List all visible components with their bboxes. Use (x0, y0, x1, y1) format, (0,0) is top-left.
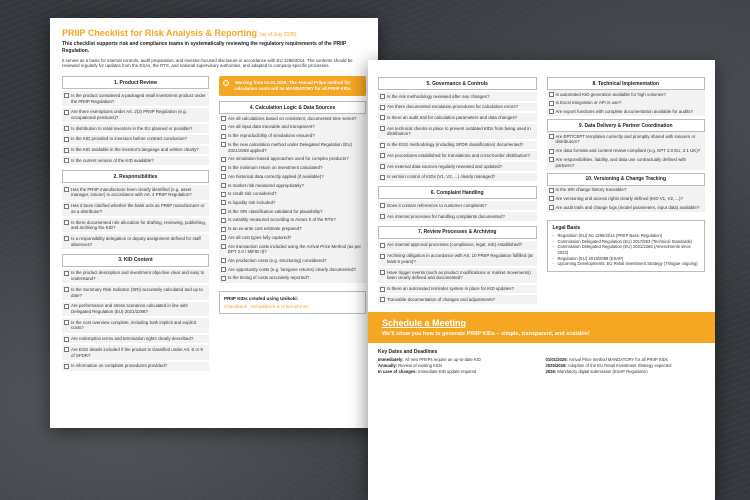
checklist-item-label: Is the risk methodology reviewed after any changes? (387, 93, 490, 99)
checklist-item[interactable] (378, 173, 537, 182)
checklist-item-label: Is there an automated reminder system in place for KID updates? (387, 286, 514, 291)
checkbox[interactable] (221, 157, 226, 162)
checklist-item-label: Has the PRIIP manufacturer been clearly identified (e.g. asset manager, insurer) in accordance with Art. 4 PRIIP Regulation? (71, 186, 192, 198)
checklist-item-label: Is there documented role allocation for drafting, reviewing, publishing, and archiving the KID? (71, 219, 206, 231)
checkbox[interactable] (221, 183, 226, 188)
checklist-item[interactable] (62, 335, 209, 344)
checklist-item[interactable] (378, 141, 537, 150)
checklist-item[interactable] (219, 233, 366, 242)
section-heading: 4. Calculation Logic & Data Sources (219, 101, 366, 114)
checkbox[interactable] (549, 196, 554, 201)
checklist-item[interactable] (219, 216, 366, 225)
checklist-item-label: Are redemption terms and termination rights clearly described? (71, 336, 194, 342)
key-dates-heading: Key Dates and Deadlines (378, 348, 438, 355)
checklist-item-label: Are internal approval processes (compliance, legal, risk) established? (387, 242, 522, 248)
checklist-item[interactable] (219, 172, 366, 181)
checklist-item-label: Is volatility measured according to Annex II of the RTS? (228, 217, 336, 223)
checklist-item[interactable] (378, 268, 537, 282)
checklist-item[interactable] (62, 269, 209, 283)
checklist-item-label: Are production costs (e.g. structuring) considered? (228, 257, 327, 263)
checklist-item[interactable] (219, 123, 366, 132)
checkbox[interactable] (64, 220, 69, 225)
checklist-item-label: Is Excel integration or API in use? (555, 100, 622, 106)
checklist-item-label: Are versioning and access rights clearly defined (KID V1, V2, ...)? (555, 195, 683, 201)
checkbox[interactable] (64, 304, 69, 309)
checkbox[interactable] (64, 137, 69, 142)
checklist-item-label: Are opportunity costs (e.g. foregone returns) clearly documented? (228, 266, 356, 272)
checklist-item-label: Is the SRI classification validated for plausibility? (228, 208, 323, 214)
checkbox[interactable] (64, 204, 69, 209)
checkbox[interactable] (221, 209, 226, 214)
checkbox[interactable] (380, 143, 385, 148)
checkbox[interactable] (221, 227, 226, 232)
checklist-item[interactable] (547, 147, 706, 156)
checkbox[interactable] (64, 236, 69, 241)
checklist-item[interactable] (219, 256, 366, 265)
checklist-item[interactable] (378, 124, 537, 138)
section-heading: 6. Complaint Handling (378, 186, 537, 199)
checklist-item-label: Are EPT/CEPT templates correctly and promptly shared with insurers or distributors? (555, 133, 696, 145)
checklist-item-label: Is there an audit trail for calculation parameters and data changes? (387, 114, 518, 120)
date-item: 01/01/2025: Arrival Price method MANDATORY for all PRIIP KIDs (545, 356, 668, 362)
section-heading: 5. Governance & Controls (378, 77, 537, 90)
checkbox[interactable] (221, 142, 226, 147)
checklist-item[interactable] (547, 203, 706, 212)
checklist-item[interactable] (378, 162, 537, 171)
checkbox[interactable] (380, 105, 385, 110)
checklist-item-label: Archiving obligation in accordance with Art. 10 PRIIP Regulation fulfilled (at least 5 years)? (387, 253, 533, 264)
checkbox[interactable] (64, 320, 69, 325)
checklist-item-label: Does it contain references to customer complaints? (387, 202, 487, 208)
checklist-item[interactable] (378, 151, 537, 160)
checkbox[interactable] (221, 244, 226, 249)
checklist-item-label: Is automated KID generation available for high volumes? (555, 91, 666, 97)
checkbox[interactable] (64, 364, 69, 369)
checklist-item[interactable] (62, 124, 209, 133)
checklist-item[interactable] (62, 285, 209, 299)
schedule-meeting-banner[interactable] (368, 312, 715, 343)
checklist-item-label: Is the KID provided to investors before contract conclusion? (71, 136, 187, 142)
checklist-item-label: Is the product considered a packaged retail investment product under the PRIIP Regulation? (71, 92, 206, 104)
checkbox[interactable] (221, 276, 226, 281)
checkbox[interactable] (380, 175, 385, 180)
section-heading: 3. KID Content (62, 254, 209, 267)
checklist-item[interactable] (62, 156, 209, 165)
checklist-item-label: Are procedures established for translations and cross-border distribution? (387, 152, 530, 158)
checklist-item-label: Are audit trails and change logs (model parameters, input data) available? (555, 204, 700, 210)
checklist-item[interactable] (378, 285, 537, 294)
checklist-item-label: Are all input data traceable and transparent? (228, 124, 315, 130)
checklist-item[interactable] (547, 107, 706, 116)
legal-item: • Commission Delegated Regulation (EU) 2017/653 (Technical Standards) (553, 239, 700, 245)
checklist-item-label: Traceable documentation of changes and adjustments? (387, 296, 495, 302)
checklist-item[interactable] (219, 114, 366, 123)
checklist-item[interactable] (219, 274, 366, 283)
checkbox[interactable] (64, 347, 69, 352)
checklist-item[interactable] (219, 242, 366, 256)
checkbox[interactable] (221, 267, 226, 272)
checklist-item[interactable] (547, 90, 706, 99)
checklist-item-label: Are ESG details included if the product is classified under Art. 8 or 9 of SFDR? (71, 346, 203, 358)
checklist-item[interactable] (62, 135, 209, 144)
checklist-item-label: Is the current version of the KID available? (71, 157, 154, 163)
checkbox[interactable] (380, 214, 385, 219)
checklist-item[interactable] (219, 198, 366, 207)
checkbox[interactable] (380, 287, 385, 292)
checklist-item-label: Is the reproducibility of simulations ensured? (228, 133, 315, 139)
checkbox[interactable] (64, 287, 69, 292)
checklist-item-label: Is the ESG methodology (including SFDR classification) documented? (387, 142, 524, 148)
checklist-item[interactable] (62, 362, 209, 371)
checklist-item[interactable] (547, 99, 706, 108)
checklist-item[interactable] (62, 345, 209, 359)
checklist-item-label: Have trigger events (such as product modifications or market movements) been clearly defined and documented? (387, 269, 531, 281)
checklist-page-2 (368, 60, 715, 500)
page-title: PRIIP Checklist for Risk Analysis & Reporting (as of July 2025) (62, 28, 297, 38)
section-heading: 1. Product Review (62, 76, 209, 89)
checklist-item-label: Is liquidity risk included? (228, 199, 276, 205)
checklist-item[interactable] (62, 318, 209, 332)
checklist-item-label: Is the cost overview complete, including both implicit and explicit costs? (71, 319, 196, 331)
checklist-item[interactable] (62, 108, 209, 122)
checklist-item-label: Is an ex-ante cost estimate prepared? (228, 226, 302, 232)
checklist-item[interactable] (219, 207, 366, 216)
intro-text: It serves as a basis for internal controls, audit preparation, and investor-focused disclosure in accordance with EU 1286/2014. The contents should be reviewed regularly for updates from the ESAs, the RTS, and national supervisory authorities, and adapted to company-specific processes. (62, 57, 353, 69)
date-item: 2026: Mandatory digital submission (ESAP Regulation) (545, 369, 648, 375)
checklist-item[interactable] (219, 190, 366, 199)
checklist-item-label: Are all calculations based on consistent, documented time series? (228, 115, 357, 121)
checkbox[interactable] (380, 153, 385, 158)
checkbox[interactable] (380, 126, 385, 131)
checklist-item-label: Are all cost types fully captured? (228, 234, 292, 240)
checklist-item-label: Are data formats and content review compliant (e.g. EPT 2.0 EU, 2.1 UK)? (555, 148, 701, 154)
checklist-item-label: Is a responsibility delegation or deputy assignment defined for staff absences? (71, 235, 201, 247)
checkbox[interactable] (380, 203, 385, 208)
date-item: In case of changes: Immediate KID update required (378, 369, 477, 375)
checkbox[interactable] (64, 337, 69, 342)
legal-item: • Regulation (EU) 2019/2088 (ESAP) (553, 256, 700, 262)
checklist-item-label: Is the SRI change history traceable? (555, 187, 627, 193)
checklist-item[interactable] (378, 103, 537, 112)
checklist-item[interactable] (62, 202, 209, 216)
date-item: 2025/2026: Adoption of the EU Retail Investment Strategy expected (545, 363, 672, 369)
checklist-item[interactable] (219, 140, 366, 154)
checkbox[interactable] (549, 109, 554, 114)
checklist-item[interactable] (547, 132, 706, 146)
checkbox[interactable] (549, 205, 554, 210)
legal-item: • Upcoming Developments: EU Retail Investment Strategy (Trilogue ongoing) (553, 261, 700, 267)
date-item: Annually: Review of existing KIDs (378, 363, 443, 369)
checkbox[interactable] (221, 134, 226, 139)
checkbox[interactable] (549, 149, 554, 154)
checkbox[interactable] (549, 134, 554, 139)
checkbox[interactable] (64, 158, 69, 163)
checklist-item-label: Are there documented escalation procedures for calculation errors? (387, 104, 519, 110)
checklist-item-label: Are there exemptions under Art. 2(2) PRIIP Regulation (e.g. occupational pensions)? (71, 109, 187, 121)
checklist-item[interactable] (219, 181, 366, 190)
section-heading: 10. Versioning & Change Tracking (547, 173, 706, 186)
section-heading: 8. Technical Implementation (547, 77, 706, 90)
section-heading: 9. Data Delivery & Partner Coordination (547, 119, 706, 132)
checklist-item-label: Is market risk measured appropriately? (228, 182, 304, 188)
tool-link-1[interactable]: Checkbank (224, 303, 247, 309)
checklist-item[interactable] (62, 91, 209, 105)
checkbox[interactable] (221, 258, 226, 263)
checkbox[interactable] (380, 243, 385, 248)
checkbox[interactable] (64, 187, 69, 192)
checklist-item[interactable] (547, 194, 706, 203)
checklist-item-label: Are internal processes for handling complaints documented? (387, 213, 505, 219)
checklist-item-label: Is the new calculation method under Delegated Regulation (EU) 2021/2268 applied? (228, 141, 352, 153)
checkbox[interactable] (380, 115, 385, 120)
checkbox[interactable] (380, 94, 385, 99)
page1-left-column (62, 73, 209, 370)
legal-heading: Legal Basis (552, 224, 581, 231)
checklist-item[interactable] (219, 155, 366, 164)
page2-left-column (378, 74, 537, 304)
checkbox[interactable] (380, 270, 385, 275)
section-heading: 7. Review Processes & Archiving (378, 226, 537, 239)
checklist-item-label: Are responsibilities, liability, and data use contractually defined with partners? (555, 156, 686, 168)
tool-link-2[interactable]: Schwäbisch & Unternehmen (250, 303, 309, 309)
checklist-item[interactable] (62, 146, 209, 155)
checkbox[interactable] (549, 101, 554, 106)
checklist-item[interactable] (219, 225, 366, 234)
checklist-item[interactable] (378, 295, 537, 304)
legal-item: • Regulation (EU) No 1286/2014 (PRIIP Basic Regulation) (553, 233, 700, 239)
checklist-item-label: Is distribution to retail investors in the EU planned or possible? (71, 125, 193, 131)
checklist-item-label: Is credit risk considered? (228, 191, 277, 197)
checkbox[interactable] (221, 166, 226, 171)
date-item: Immediately: All new PRIIPs require an up-to-date KID (378, 356, 481, 362)
checklist-item-label: Are simulation-based approaches used for complex products? (228, 156, 349, 162)
checkbox[interactable] (549, 157, 554, 162)
checkbox[interactable] (64, 126, 69, 131)
page2-right-column (547, 74, 706, 304)
checklist-item-label: Are performance and stress scenarios calculated in line with Delegated Regulation (EU) 2021/2268? (71, 303, 188, 314)
checklist-item-label: Are technical checks in place to prevent outdated KIDs from being used in distribution? (387, 125, 531, 137)
checklist-page-1 (50, 18, 378, 428)
checklist-item-label: Is information on complaint procedures provided? (71, 363, 168, 369)
checklist-item-label: Are historical data correctly applied (if available)? (228, 173, 324, 179)
checkbox[interactable] (64, 93, 69, 98)
checklist-item-label: Are external data sources regularly reviewed and updated? (387, 163, 502, 169)
checklist-item-label: Are export functions with complete documentation available for audits? (555, 108, 693, 114)
intro-bold: This checklist supports risk and compliance teams in systematically reviewing the regulatory requirements of the PRIIP Regulation. (62, 41, 347, 54)
checklist-item[interactable] (378, 113, 537, 122)
legal-basis-box (547, 220, 706, 272)
checkbox[interactable] (64, 148, 69, 153)
checklist-item[interactable] (62, 302, 209, 316)
checkbox[interactable] (64, 110, 69, 115)
checkbox[interactable] (549, 188, 554, 193)
tools-box (219, 291, 366, 314)
warning-banner: ! Warning from 01.01.2025: The Annual Priips method for calculation costs will be MANDATORY for all PRIIP KIDs (219, 76, 366, 96)
checklist-item[interactable] (378, 92, 537, 101)
warning-icon: ! (223, 80, 229, 86)
checkbox[interactable] (221, 174, 226, 179)
checklist-item-label: Is the KID available in the investor's language and written clearly? (71, 147, 199, 153)
checklist-item-label: Are transaction costs included using the Arrival Price Method (as per EPT 2.0 / MiFID II)? (228, 243, 362, 255)
checklist-item[interactable] (219, 164, 366, 173)
section-heading: 2. Responsibilities (62, 170, 209, 183)
tools-heading: PRIIP KIDs created using Unikoki: (224, 295, 299, 301)
checklist-item-label: Is the Summary Risk Indicator (SRI) accurately calculated and up to date? (71, 286, 203, 298)
checklist-item-label: Is the timing of costs accurately reported? (228, 275, 310, 281)
checklist-item[interactable] (62, 185, 209, 199)
legal-item: • Commission Delegated Regulation (EU) 2021/2268 (Amendments since 2023) (553, 244, 700, 255)
checklist-item[interactable] (219, 132, 366, 141)
checklist-item[interactable] (378, 252, 537, 266)
checklist-item[interactable] (378, 241, 537, 250)
checkbox[interactable] (221, 235, 226, 240)
checklist-item[interactable] (378, 201, 537, 210)
checklist-item[interactable] (62, 218, 209, 232)
checklist-item[interactable] (219, 265, 366, 274)
checkbox[interactable] (221, 116, 226, 121)
checkbox[interactable] (64, 271, 69, 276)
checkbox[interactable] (380, 164, 385, 169)
checkbox[interactable] (549, 92, 554, 97)
page1-right-column (219, 73, 366, 370)
checklist-item[interactable] (547, 186, 706, 195)
schedule-meeting-link[interactable]: Schedule a Meeting (382, 317, 467, 328)
key-dates (378, 349, 705, 375)
checklist-item[interactable] (378, 212, 537, 221)
banner-subtitle: We'll show you how to generate PRIIP KIDs – simple, transparent, and scalable! (382, 330, 590, 337)
checklist-item-label: Is version control of KIDs (V1, V2, ...) clearly managed? (387, 174, 496, 180)
checklist-item[interactable] (547, 155, 706, 169)
checkbox[interactable] (380, 297, 385, 302)
checkbox[interactable] (221, 125, 226, 130)
checklist-item[interactable] (62, 234, 209, 248)
checklist-item-label: Is the minimum return on investment calculated? (228, 165, 323, 171)
checkbox[interactable] (221, 218, 226, 223)
checklist-item-label: Has it been clarified whether the bank acts as PRIIP manufacturer or as a distributor? (71, 203, 205, 214)
checklist-item-label: Is the product description and investment objective clear and easy to understand? (71, 270, 205, 282)
checkbox[interactable] (221, 200, 226, 205)
checkbox[interactable] (221, 192, 226, 197)
checkbox[interactable] (380, 254, 385, 259)
